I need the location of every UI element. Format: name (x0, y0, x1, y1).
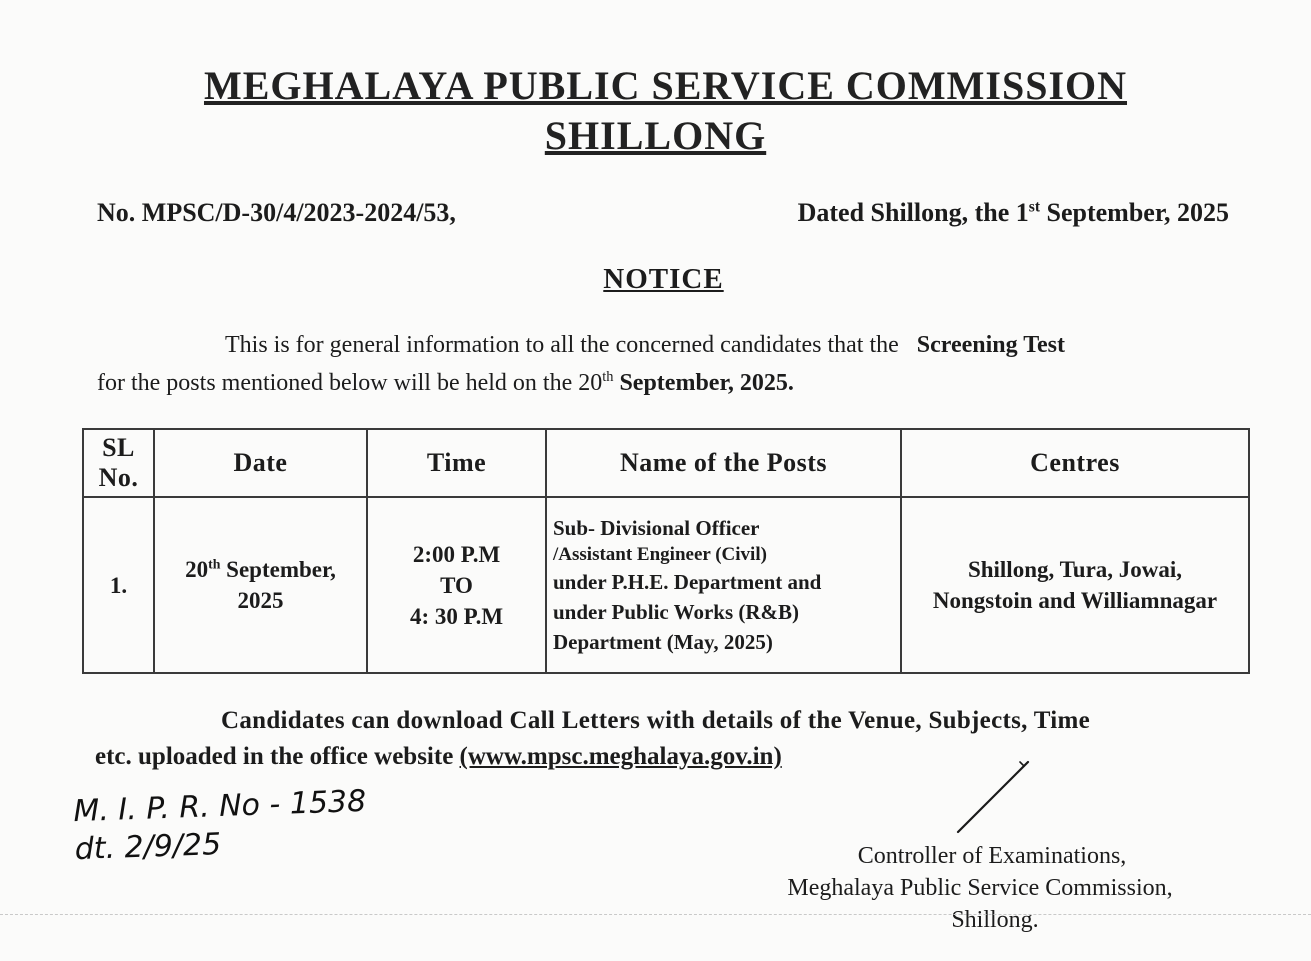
website-link[interactable]: (www.mpsc.meghalaya.gov.in) (459, 743, 782, 770)
download-line-1: Candidates can download Call Letters with details of the Venue, Subjects, Time (221, 707, 1091, 734)
header-posts: Name of the Posts (546, 429, 901, 497)
cell-centres: Shillong, Tura, Jowai, Nongstoin and Williamnagar (901, 497, 1249, 673)
org-title: MEGHALAYA PUBLIC SERVICE COMMISSION (203, 63, 1128, 108)
org-city: SHILLONG (544, 113, 767, 158)
signature-stroke (950, 760, 1040, 835)
page-fold-line (0, 914, 1311, 916)
header-centres: Centres (901, 429, 1249, 497)
signatory-city: Shillong. (951, 907, 1039, 933)
download-line-2: etc. uploaded in the office website (www.mpsc.meghalaya.gov.in) (95, 743, 782, 770)
schedule-table (82, 428, 1250, 674)
notice-heading: NOTICE (603, 263, 724, 295)
signatory-org: Meghalaya Public Service Commission, (787, 875, 1173, 901)
cell-sl-no: 1. (83, 497, 154, 673)
header-time: Time (367, 429, 546, 497)
intro-paragraph (97, 326, 1207, 402)
cell-date: 20th September, 2025 (154, 497, 367, 673)
signatory-title: Controller of Examinations, (857, 843, 1127, 869)
header-date: Date (154, 429, 367, 497)
header-sl-no: SL No. (83, 429, 154, 497)
cell-time: 2:00 P.M TO 4: 30 P.M (367, 497, 546, 673)
reference-row (97, 198, 1229, 228)
reference-number: No. MPSC/D-30/4/2023-2024/53, (97, 198, 456, 227)
table-header-row (83, 429, 1249, 497)
handwritten-note (73, 783, 368, 869)
download-note (95, 703, 1215, 775)
intro-line-2: for the posts mentioned below will be held on the 20th September, 2025. (97, 369, 794, 396)
signatory-block (740, 840, 1220, 936)
table-row (83, 497, 1249, 673)
handwritten-line-2: dt. 2/9/25 (74, 826, 222, 868)
intro-line-1: This is for general information to all the concerned candidates that the Screening Test (225, 332, 1066, 358)
cell-posts: Sub- Divisional Officer /Assistant Engineer (Civil) under P.H.E. Department and under Public Works (R&B) Department (May, 2025) (546, 497, 901, 673)
handwritten-line-1: M. I. P. R. No - 1538 (72, 783, 367, 830)
reference-date: Dated Shillong, the 1st September, 2025 (797, 198, 1229, 227)
